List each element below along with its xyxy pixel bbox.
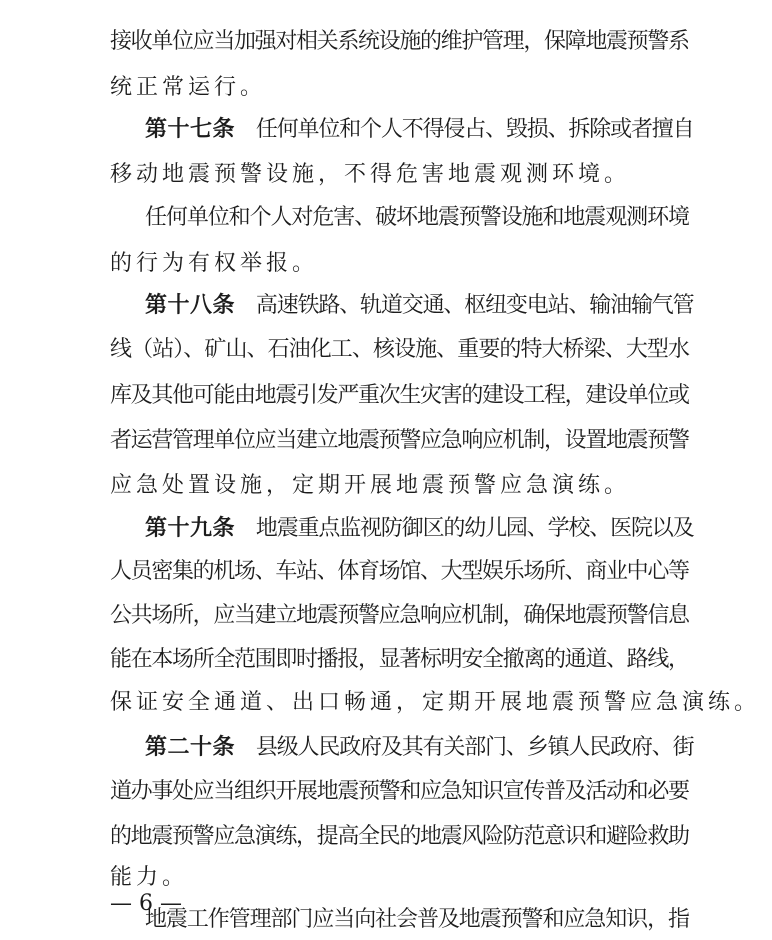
body-text: 移动地震预警设施，不得危害地震观测环境。 xyxy=(110,162,631,187)
body-text: 能在本场所全范围即时播报，显著标明安全撤离的通道、路线， xyxy=(110,647,689,672)
text-line xyxy=(110,640,689,680)
text-line xyxy=(110,22,689,62)
article-heading: 第十七条 xyxy=(145,116,236,142)
body-text: 人员密集的机场、车站、体育场馆、大型娱乐场所、商业中心等 xyxy=(110,559,689,584)
text-line xyxy=(110,552,689,592)
body-text: 公共场所，应当建立地震预警应急响应机制，确保地震预警信息 xyxy=(110,603,689,628)
page-number: — 6 — xyxy=(110,891,182,916)
body-text: 道办事处应当组织开展地震预警和应急知识宣传普及活动和必要 xyxy=(110,779,689,804)
text-line xyxy=(110,244,318,284)
body-text: 保证安全通道、出口畅通，定期开展地震预警应急演练。 xyxy=(110,690,761,715)
body-text: 应急处置设施，定期开展地震预警应急演练。 xyxy=(110,473,631,498)
text-line xyxy=(145,198,689,238)
body-text: 者运营管理单位应当建立地震预警应急响应机制，设置地震预警 xyxy=(110,428,689,453)
text-line xyxy=(110,68,266,108)
text-line xyxy=(145,727,693,767)
body-text: 地震工作管理部门应当向社会普及地震预警和应急知识，指 xyxy=(145,907,689,932)
text-line xyxy=(110,466,630,506)
article-heading: 第二十条 xyxy=(145,734,236,760)
text-line xyxy=(110,330,689,370)
body-text: 县级人民政府及其有关部门、乡镇人民政府、街 xyxy=(235,735,694,760)
body-text: 任何单位和个人对危害、破坏地震预警设施和地震观测环境 xyxy=(145,205,689,230)
text-line xyxy=(145,900,689,940)
body-text: 线（站）、矿山、石油化工、核设施、重要的特大桥梁、大型水 xyxy=(110,337,690,362)
body-text: 库及其他可能由地震引发严重次生灾害的建设工程，建设单位或 xyxy=(110,383,689,408)
body-text: 地震重点监视防御区的幼儿园、学校、医院以及 xyxy=(235,516,694,541)
text-line xyxy=(145,508,693,548)
body-text: 的行为有权举报。 xyxy=(110,251,319,276)
text-line xyxy=(110,596,689,636)
text-line xyxy=(110,155,630,195)
text-line xyxy=(110,421,689,461)
text-line xyxy=(145,109,693,149)
body-text: 的地震预警应急演练，提高全民的地震风险防范意识和避险救助 xyxy=(110,824,689,849)
text-line xyxy=(110,772,689,812)
article-heading: 第十九条 xyxy=(145,515,236,541)
body-text: 任何单位和个人不得侵占、毁损、拆除或者擅自 xyxy=(235,117,694,142)
text-line xyxy=(110,683,760,723)
text-line xyxy=(145,285,693,325)
body-text: 统正常运行。 xyxy=(110,75,267,100)
body-text: 能力。 xyxy=(110,865,189,890)
text-line xyxy=(110,376,689,416)
body-text: 接收单位应当加强对相关系统设施的维护管理，保障地震预警系 xyxy=(110,29,689,54)
article-heading: 第十八条 xyxy=(145,292,236,318)
text-line xyxy=(110,817,689,857)
body-text: 高速铁路、轨道交通、枢纽变电站、输油输气管 xyxy=(235,293,694,318)
